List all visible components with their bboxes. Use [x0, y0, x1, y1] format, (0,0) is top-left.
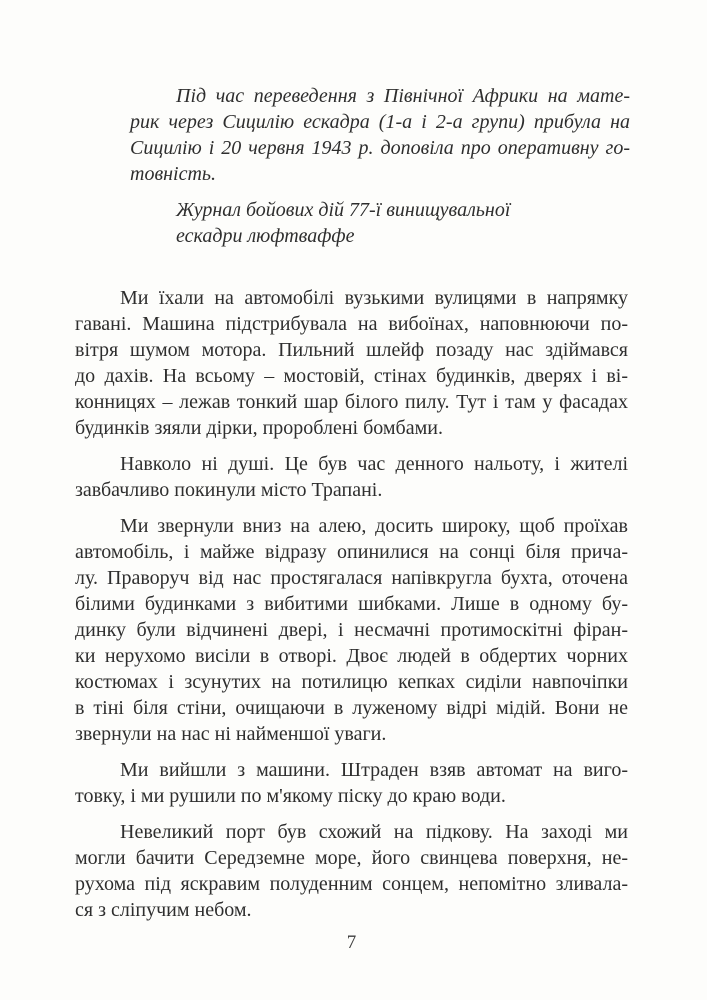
text-line: костюмах і зсунутих на потилицю кепках сиділи навпочіпки: [75, 671, 628, 693]
text-line: конницях – лежав тонкий шар білого пилу. Тут і там у фасадах: [75, 391, 628, 413]
text-line: в тіні біля стіни, очищаючи в луженому відрі мідій. Вони не: [75, 697, 628, 719]
epigraph-attribution: [176, 197, 628, 249]
text-line: білими будинками з вибитими шибками. Лише в одному бу-: [75, 593, 628, 615]
paragraph: [75, 285, 628, 441]
text-line: автомобіль, і майже відразу опинилися на сонці біля прича-: [75, 541, 628, 563]
paragraph: [75, 513, 628, 747]
text-line: Сицилію і 20 червня 1943 р. доповіла про оперативну го-: [130, 137, 630, 159]
paragraph: [75, 757, 628, 809]
text-line: Журнал бойових дій 77-ї винищувальної: [176, 199, 511, 221]
text-line: могли бачити Середземне море, його свинцева поверхня, не-: [75, 847, 628, 869]
text-line: товність.: [130, 163, 217, 185]
text-line: гавані. Машина підстрибувала на вибоїнах, наповнюючи по-: [75, 313, 628, 335]
text-line: Ми їхали на автомобілі вузькими вулицями в напрямку: [120, 287, 628, 309]
epigraph: [130, 83, 630, 187]
paragraph: [75, 819, 628, 923]
body-text: [75, 285, 628, 923]
text-line: рухома під яскравим полуденним сонцем, непомітно зливала-: [75, 873, 628, 895]
text-line: рик через Сицилію ескадра (1-а і 2-а групи) прибула на: [130, 111, 630, 133]
text-line: Ми вийшли з машини. Штраден взяв автомат на виго-: [120, 759, 628, 781]
text-line: ки нерухомо висіли в отворі. Двоє людей в обдертих чорних: [75, 645, 628, 667]
page-number: 7: [346, 932, 357, 953]
paragraph: [75, 451, 628, 503]
text-line: завбачливо покинули місто Трапані.: [75, 479, 383, 501]
text-line: будинків зяяли дірки, пророблені бомбами.: [75, 417, 443, 439]
text-line: ся з сліпучим небом.: [75, 899, 252, 921]
text-line: ескадри люфтваффе: [176, 225, 355, 247]
text-line: до дахів. На всьому – мостовій, стінах будинків, дверях і ві-: [75, 365, 628, 387]
text-line: Невеликий порт був схожий на підкову. На заході ми: [120, 821, 628, 843]
text-line: вітря шумом мотора. Пильний шлейф позаду нас здіймався: [75, 339, 628, 361]
text-line: товку, і ми рушили по м'якому піску до краю води.: [75, 785, 506, 807]
text-line: Навколо ні душі. Це був час денного нальоту, і жителі: [120, 453, 628, 475]
text-line: Під час переведення з Північної Африки на мате-: [176, 85, 630, 107]
text-line: Ми звернули вниз на алею, досить широку, щоб проїхав: [120, 515, 628, 537]
text-line: звернули на нас ні найменшої уваги.: [75, 723, 387, 745]
text-line: лу. Праворуч від нас простягалася напівкругла бухта, оточена: [75, 567, 628, 589]
text-line: динку були відчинені двері, і несмачні протимоскітні фіран-: [75, 619, 628, 641]
